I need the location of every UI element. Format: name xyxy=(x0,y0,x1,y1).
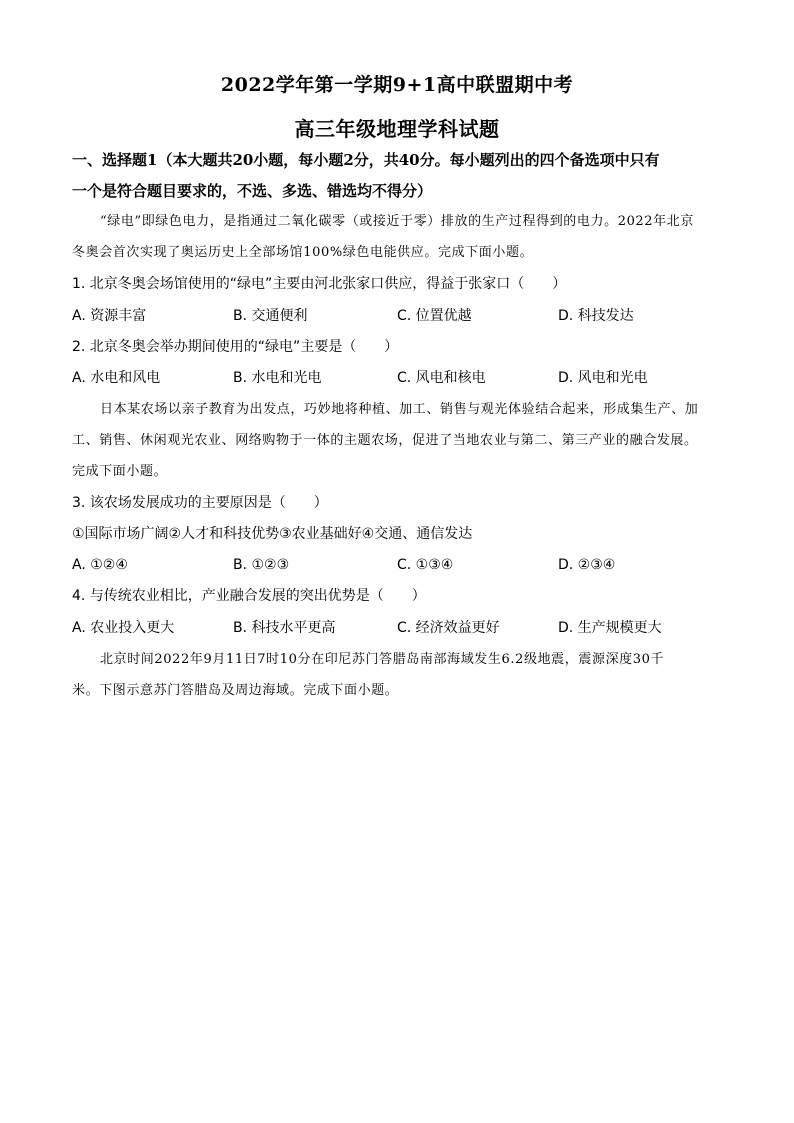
question-1-stem: 1. 北京冬奥会场馆使用的“绿电”主要由河北张家口供应，得益于张家口（ ） xyxy=(72,276,567,292)
exam-subtitle: 高三年级地理学科试题 xyxy=(294,117,500,141)
section-heading-line1: 一、选择题1（本大题共20小题，每小题2分，共40分。每小题列出的四个备选项中只有 xyxy=(72,151,660,169)
question-3-statements: ①国际市场广阔②人才和科技优势③农业基础好④交通、通信发达 xyxy=(72,526,473,542)
question-1-option-a: A. 资源丰富 xyxy=(72,308,147,324)
question-1-option-c: C. 位置优越 xyxy=(397,308,472,324)
question-3-option-a: A. ①②④ xyxy=(72,557,128,573)
question-3-option-b: B. ①②③ xyxy=(233,557,290,573)
section-heading-line2: 一个是符合题目要求的，不选、多选、错选均不得分） xyxy=(72,182,433,200)
question-2-option-d: D. 风电和光电 xyxy=(558,370,648,386)
passage3-line2: 米。下图示意苏门答腊岛及周边海域。完成下面小题。 xyxy=(72,683,399,698)
question-3-option-c: C. ①③④ xyxy=(397,557,454,573)
passage2-line3: 完成下面小题。 xyxy=(72,464,168,479)
passage2-line2: 工、销售、休闲观光农业、网络购物于一体的主题农场，促进了当地农业与第二、第三产业的融合发展。 xyxy=(72,433,698,448)
passage3-line1: 北京时间2022年9月11日7时10分在印尼苏门答腊岛南部海域发生6.2级地震，震源深度30千 xyxy=(100,652,665,667)
passage2-line1: 日本某农场以亲子教育为出发点，巧妙地将种植、加工、销售与观光体验结合起来，形成集生产、加 xyxy=(100,402,699,417)
question-4-option-b: B. 科技水平更高 xyxy=(233,620,336,636)
question-4-option-a: A. 农业投入更大 xyxy=(72,620,175,636)
exam-title: 2022学年第一学期9+1高中联盟期中考 xyxy=(220,74,574,96)
question-4-option-c: C. 经济效益更好 xyxy=(397,620,500,636)
question-2-option-a: A. 水电和风电 xyxy=(72,370,161,386)
question-2-option-c: C. 风电和核电 xyxy=(397,370,486,386)
question-1-option-b: B. 交通便利 xyxy=(233,308,308,324)
question-4-stem: 4. 与传统农业相比，产业融合发展的突出优势是（ ） xyxy=(72,588,426,604)
question-4-option-d: D. 生产规模更大 xyxy=(558,620,662,636)
question-3-option-d: D. ②③④ xyxy=(558,557,616,573)
question-2-option-b: B. 水电和光电 xyxy=(233,370,322,386)
question-2-stem: 2. 北京冬奥会举办期间使用的“绿电”主要是（ ） xyxy=(72,339,399,355)
passage1-line1: “绿电”即绿色电力，是指通过二氧化碳零（或接近于零）排放的生产过程得到的电力。2022年北京 xyxy=(100,214,694,229)
question-3-stem: 3. 该农场发展成功的主要原因是（ ） xyxy=(72,495,328,511)
question-1-option-d: D. 科技发达 xyxy=(558,308,634,324)
passage1-line2: 冬奥会首次实现了奥运历史上全部场馆100%绿色电能供应。完成下面小题。 xyxy=(72,245,534,260)
